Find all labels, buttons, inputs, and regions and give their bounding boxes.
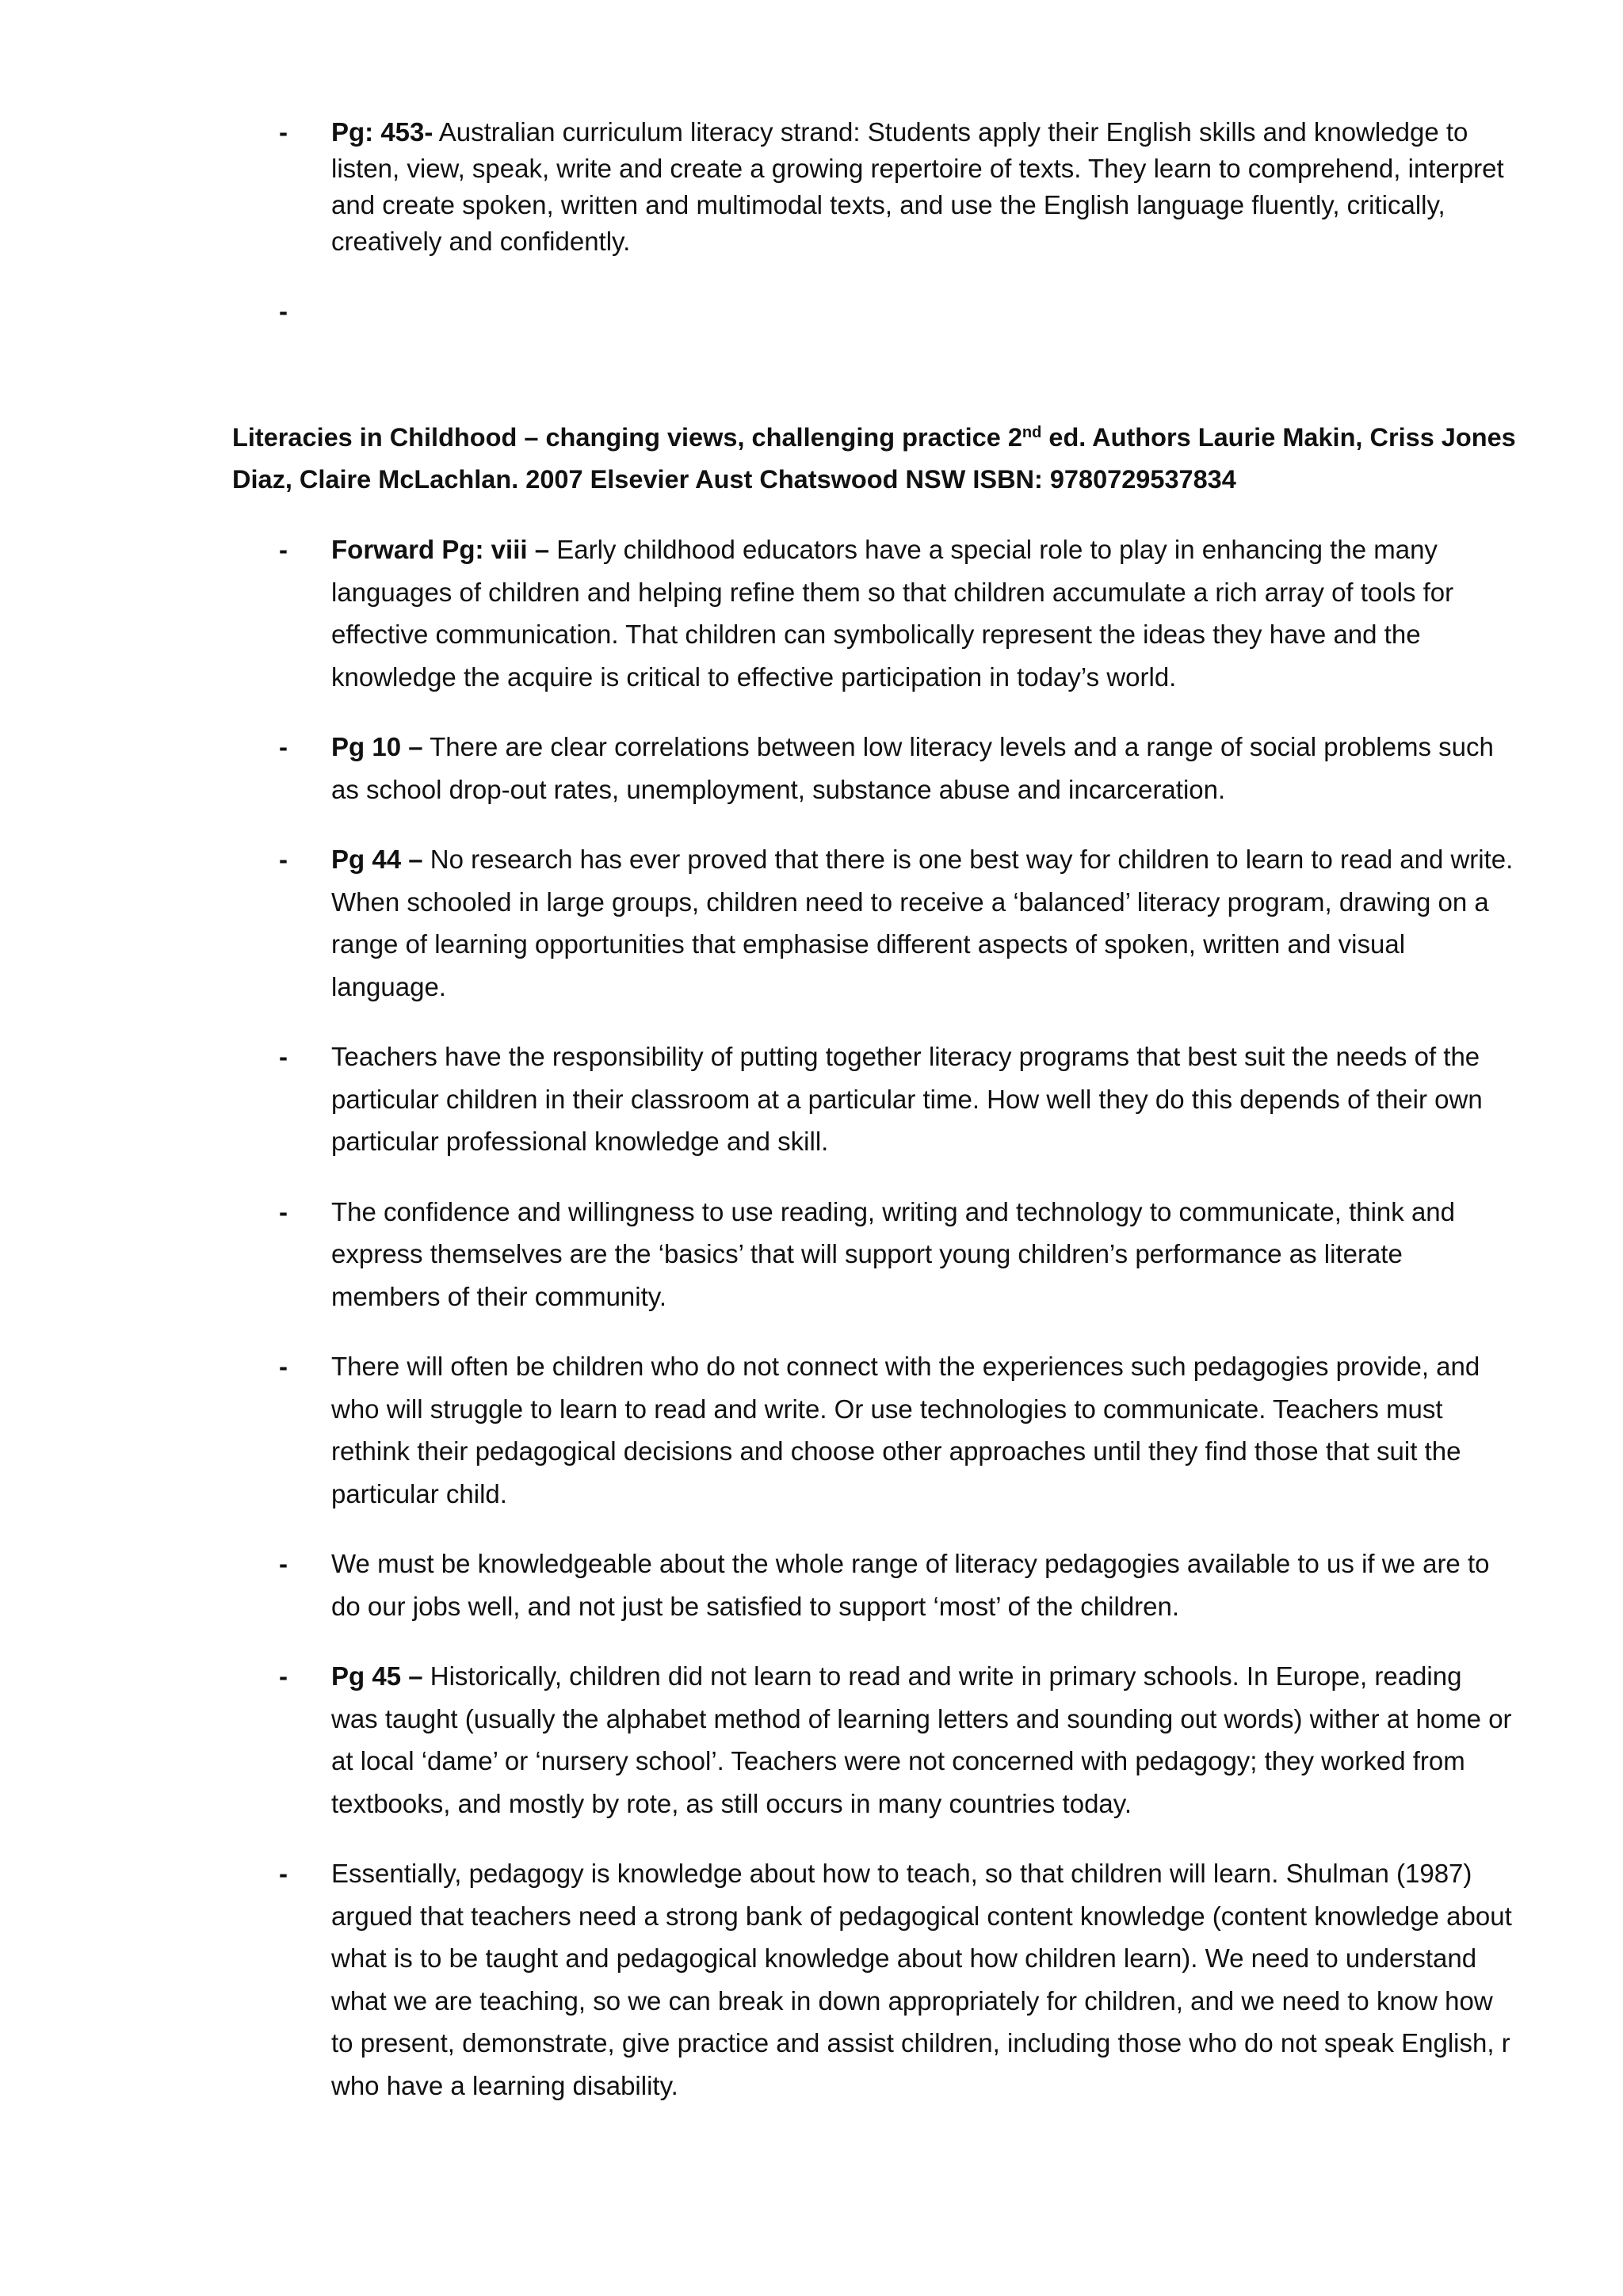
page-reference: Pg: 453- [331,117,433,147]
bullet-dash: - [279,117,288,147]
list-item [279,114,1515,260]
note-text: Teachers have the responsibility of putting together literacy programs that best suit the needs of the particular children in their classroom at a particular time. How well they do this depends of their own particular professional knowledge and skill. [331,1042,1483,1156]
list-item [279,1035,1515,1163]
bullet-dash: - [279,1549,288,1578]
book-title-part1: Literacies in Childhood – changing views, challenging practice 2 [232,423,1022,452]
list-item [279,726,1515,810]
bullet-dash: - [279,845,288,874]
page-reference: Pg 44 – [331,845,423,874]
bullet-dash: - [279,535,288,564]
note-text: There are clear correlations between low literacy levels and a range of social problems such as school drop-out rates, unemployment, substance abuse and incarceration. [331,732,1494,804]
list-item [279,1852,1515,2107]
edition-superscript: nd [1022,424,1042,441]
list-item [279,1655,1515,1825]
list-item [279,1345,1515,1515]
note-text: No research has ever proved that there is one best way for children to learn to read and write. When schooled in large groups, children need to receive a ‘balanced’ literacy program, drawing on a range of learning opportunities that emphasise different aspects of spoken, written and visual language. [331,845,1514,1001]
note-text: Australian curriculum literacy strand: Students apply their English skills and knowledge to listen, view, speak, write and create a growing repertoire of texts. They learn to comprehend, interpret and create spoken, written and multimodal texts, and use the English language fluently, critically, creatively and confidently. [331,117,1504,256]
bullet-dash: - [279,732,288,761]
bullet-dash: - [279,1196,288,1226]
list-item [279,1543,1515,1627]
page-reference: Forward Pg: viii – [331,535,550,564]
page-reference: Pg 45 – [331,1661,423,1691]
note-text: There will often be children who do not connect with the experiences such pedagogies provide, and who will struggle to learn to read and write. Or use technologies to communicate. Teachers must rethink their pedagogical decisions and choose other approaches until they find those that suit the particular child. [331,1352,1480,1508]
bullet-dash: - [279,1352,288,1381]
note-text: We must be knowledgeable about the whole range of literacy pedagogies available to us if we are to do our jobs well, and not just be satisfied to support ‘most’ of the children. [331,1549,1490,1621]
list-item [279,1191,1515,1318]
book-notes-list [279,528,1515,2134]
note-text: Historically, children did not learn to read and write in primary schools. In Europe, reading was taught (usually the alphabet method of learning letters and sounding out words) wither at home or at local ‘dame’ or ‘nursery school’. Teachers were not concerned with pedagogy; they worked from textbooks, and mostly by rote, as still occurs in many countries today. [331,1661,1512,1818]
page-reference: Pg 10 – [331,732,423,761]
curriculum-notes-list [279,114,1515,326]
list-item [279,838,1515,1008]
note-text: The confidence and willingness to use reading, writing and technology to communicate, think and express themselves are the ‘basics’ that will support young children’s performance as literate members of their community. [331,1196,1456,1311]
list-item [279,528,1515,698]
bullet-dash: - [279,1859,288,1888]
bullet-dash: - [279,1661,288,1691]
book-title-part2: ed. Authors Laurie Makin, Criss Jones Diaz, Claire McLachlan. 2007 Elsevier Aust Chatswood NSW ISBN: 9780729537834 [232,423,1516,494]
bullet-dash: - [279,1042,288,1071]
bullet-dash: - [279,296,288,326]
note-text: Early childhood educators have a special role to play in enhancing the many languages of children and helping refine them so that children accumulate a rich array of tools for effective communication. That children can symbolically represent the ideas they have and the knowledge the acquire is critical to effective participation in today’s world. [331,535,1454,692]
note-text: Essentially, pedagogy is knowledge about how to teach, so that children will learn. Shulman (1987) argued that teachers need a strong bank of pedagogical content knowledge (content knowledge about what is to be taught and pedagogical knowledge about how children learn). We need to understand what we are teaching, so we can break in down appropriately for children, and we need to know how to present, demonstrate, give practice and assist children, including those who do not speak English, r who have a learning disability. [331,1859,1512,2100]
book-reference-heading [232,417,1532,501]
